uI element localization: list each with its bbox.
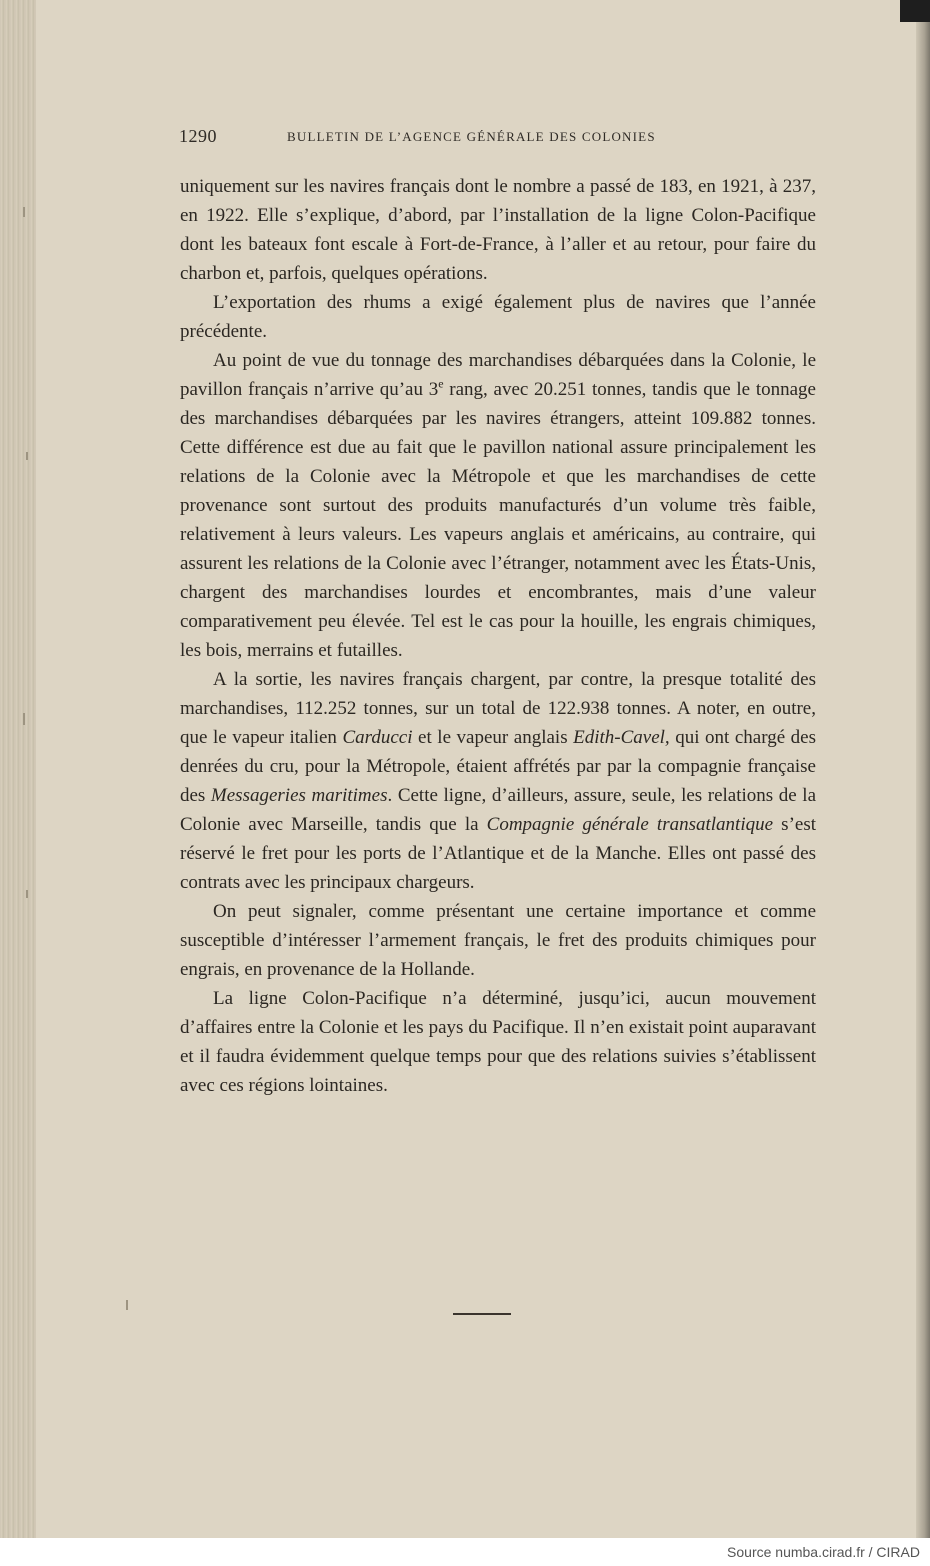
paragraph-3 bbox=[180, 346, 816, 665]
margin-mark bbox=[23, 207, 25, 217]
company-messageries: Messageries maritimes bbox=[210, 785, 388, 806]
page-number: 1290 bbox=[179, 126, 217, 146]
paragraph-3-text-a: Au point de vue du tonnage des marchandises débarquées dans la Colonie, le pavillon français n’arrive qu’au 3 bbox=[180, 350, 816, 400]
margin-mark bbox=[126, 1300, 128, 1310]
page-stack-edges bbox=[0, 0, 36, 1538]
paragraph-5: On peut signaler, comme présentant une certaine importance et comme susceptible d’intéresser l’armement français, le fret des produits chimiques pour engrais, en provenance de la Hollande. bbox=[180, 901, 816, 980]
binding-edge bbox=[916, 0, 930, 1538]
ship-name-edith-cavel: Edith-Cavel, bbox=[573, 727, 670, 748]
paragraph-4-text-a: A la sortie, les navires français chargent, par contre, la presque totalité des marchandises, 112.252 tonnes, sur un total de 122.938 tonnes. A noter, en outre, que le vapeur italien bbox=[180, 669, 816, 748]
article-body bbox=[180, 172, 816, 1100]
section-end-rule bbox=[453, 1313, 511, 1315]
page-header bbox=[179, 126, 739, 150]
company-transatlantique: Compagnie générale transatlantique bbox=[486, 814, 774, 835]
paragraph-4 bbox=[180, 665, 816, 897]
paragraph-4-text-c: qui ont chargé des denrées du cru, pour la Métropole, étaient affrétés par par la compagnie française des bbox=[180, 727, 817, 806]
paragraph-2: L’exportation des rhums a exigé également plus de navires que l’année précédente. bbox=[180, 292, 816, 342]
source-credit: Source numba.cirad.fr / CIRAD bbox=[727, 1544, 920, 1560]
ordinal-superscript: e bbox=[438, 376, 444, 391]
paragraph-6: La ligne Colon-Pacifique n’a déterminé, jusqu’ici, aucun mouvement d’affaires entre la Colonie et les pays du Pacifique. Il n’en existait point auparavant et il faudra évidemment quelque temps pour que des relations suivies s’établissent avec ces régions lointaines. bbox=[180, 988, 816, 1096]
scan-corner-shadow bbox=[900, 0, 930, 22]
ship-name-carducci: Carducci bbox=[342, 727, 413, 748]
margin-mark bbox=[26, 452, 28, 460]
paragraph-4-text-e: s’est réservé le fret pour les ports de l’Atlantique et de la Manche. Elles ont passé des contrats avec les principaux chargeurs. bbox=[180, 814, 816, 893]
paragraph-1: uniquement sur les navires français dont le nombre a passé de 183, en 1921, à 237, en 1922. Elle s’explique, d’abord, par l’installation de la ligne Colon-Pacifique dont les bateaux font escale à Fort-de-France, à l’aller et au retour, pour faire du charbon et, parfois, quelques opérations. bbox=[180, 176, 816, 284]
paragraph-3-text-b: rang, avec 20.251 tonnes, tandis que le tonnage des marchandises débarquées par les navires étrangers, atteint 109.882 tonnes. Cette différence est due au fait que le pavillon national assure principalement les relations de la Colonie avec la Métropole et que les marchandises de cette provenance sont surtout des produits manufacturés d’un volume très faible, relativement à leurs valeurs. Les vapeurs anglais et américains, au contraire, qui assurent les relations de la Colonie avec l’étranger, notamment avec les États-Unis, chargent des marchandises lourdes et encombrantes, mais d’une valeur comparativement peu élevée. Tel est le cas pour la houille, les engrais chimiques, les bois, merrains et futailles. bbox=[180, 379, 816, 661]
paragraph-4-text-b: et le vapeur anglais bbox=[412, 727, 574, 748]
margin-mark bbox=[26, 890, 28, 898]
paragraph-4-text-d: . Cette ligne, d’ailleurs, assure, seule, les relations de la Colonie avec Marseille, tandis que la bbox=[180, 785, 816, 835]
running-head: BULLETIN DE L’AGENCE GÉNÉRALE DES COLONIES bbox=[287, 129, 656, 144]
margin-mark bbox=[23, 713, 25, 725]
